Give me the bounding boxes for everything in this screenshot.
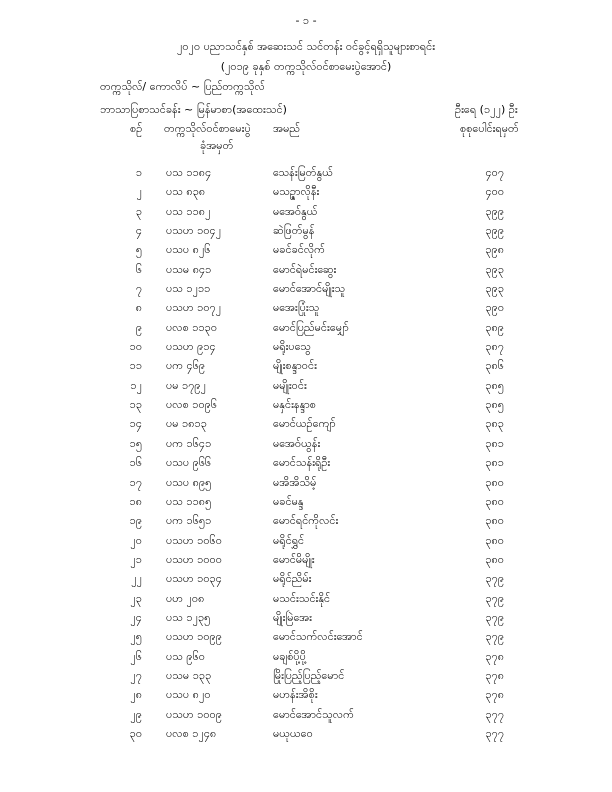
table-row	[0, 163, 612, 182]
total-mark: ၃၈၀	[485, 494, 504, 508]
total-mark: ၃၈၅	[485, 378, 504, 392]
student-name: မရိုင်ညိမ်း	[273, 572, 312, 586]
total-mark: ၃၇၉	[485, 630, 504, 644]
roll-number: ပသပ ၈၉၅	[166, 475, 212, 489]
row-number: ၁၃	[129, 398, 142, 412]
roll-number: ပသဟ ၁၀၀၉	[166, 707, 222, 721]
total-mark: ၃၈၁	[485, 456, 504, 470]
student-name: မောင်သန်းရိုဦး	[273, 456, 331, 470]
table-row	[0, 298, 612, 317]
university-label: တက္ကသိုလ်/ ကောလိပ် ~ ပြည်တက္ကသိုလ်	[100, 80, 265, 93]
student-name: မအေးပြုံးသူ	[273, 301, 320, 315]
total-mark: ၃၇၈	[485, 649, 504, 663]
row-number: ၁၁	[129, 359, 142, 373]
total-mark: ၃၈၀	[485, 475, 504, 489]
row-number: ၅	[135, 243, 142, 257]
roll-number: ပသဟ ၁၀၀၀	[166, 552, 222, 566]
row-number: ၆	[135, 262, 142, 276]
row-number: ၁၆	[129, 456, 142, 470]
table-row	[0, 337, 612, 356]
table-row	[0, 724, 612, 743]
roll-number: ပက ၁၆၄၁	[166, 436, 212, 450]
roll-number: ပသဟ ၁၀၇၂	[166, 301, 222, 315]
roll-number: ပသဟ ၉၁၄	[166, 340, 216, 354]
total-mark: ၃၇၈	[485, 668, 504, 682]
total-mark: ၃၉၉	[485, 224, 504, 238]
roll-number: ပလစ ၁၀၉၆	[166, 398, 218, 412]
row-number: ၂၄	[130, 610, 142, 624]
column-header-no: စဉ်	[130, 122, 143, 135]
row-number: ၁၀	[129, 340, 142, 354]
total-mark: ၃၉၃	[485, 282, 504, 296]
roll-number: ပသ ၁၁၈၅	[166, 494, 212, 508]
row-number: ၂၀	[130, 533, 142, 547]
student-name: မောင်မိမျိုး	[273, 552, 315, 566]
student-name: မသဥ္ဇာလိုနီး	[273, 185, 320, 199]
roll-number: ပမ ၁၇၉၂	[166, 378, 207, 392]
total-mark: ၃၈၀	[485, 533, 504, 547]
roll-number: ပသပ ၉၆၆	[166, 456, 212, 470]
roll-number: ပလစ ၁၁၃၀	[166, 320, 218, 334]
table-row	[0, 511, 612, 530]
roll-number: ပက ၁၆၅၁	[166, 514, 212, 528]
student-name: မျိုးမြဲအေး	[273, 610, 312, 624]
student-name: မချစ်ပို့ပို့	[273, 649, 306, 663]
row-number: ၁၉	[129, 514, 142, 528]
row-number: ၂၅	[130, 630, 142, 644]
document-subtitle: (၂၀၁၉ ခုနှစ် တက္ကသိုလ်ဝင်စာမေးပွဲအောင်)	[220, 60, 392, 73]
table-row	[0, 473, 612, 492]
total-mark: ၃၇၈	[485, 688, 504, 702]
table-row	[0, 569, 612, 588]
column-header-roll-number: ခုံအမှတ်	[200, 139, 234, 152]
student-name: မသင်းသင်းနိုင်	[273, 591, 331, 605]
roll-number: ပသ ၁၁၈၄	[166, 166, 212, 179]
roll-number: ပသပ ၈၂၆	[166, 243, 211, 257]
row-number: ၇	[135, 282, 142, 296]
table-row	[0, 453, 612, 472]
student-name: မမျိုးဝင်း	[273, 378, 307, 392]
roll-number: ပသ ၁၂၃၅	[166, 610, 211, 624]
row-number: ၂၈	[130, 688, 142, 702]
table-row	[0, 589, 612, 608]
row-number: ၂၂	[131, 572, 142, 586]
row-number: ၁	[135, 166, 142, 179]
table-row	[0, 550, 612, 569]
student-name: မရိုးပသွေ	[273, 340, 311, 354]
roll-number: ပသမ ၁၃၃	[166, 668, 212, 682]
student-name: သေန်းမြတ်နွယ်	[273, 166, 333, 179]
student-name: မောင်ရင်ကိုလင်း	[273, 514, 339, 528]
row-number: ၁၄	[129, 417, 142, 431]
column-header-roll: တက္ကသိုလ်ဝင်စာမေးပွဲ	[164, 122, 251, 135]
total-mark: ၃၇၉	[485, 610, 504, 624]
roll-number: ပမ ၁၈၁၃	[166, 417, 207, 431]
row-number: ၈	[135, 301, 142, 315]
student-name: မဟန်းအိစိုး	[273, 688, 318, 702]
table-row	[0, 414, 612, 433]
student-name: မျိုးစန္ဒာဝင်း	[273, 359, 317, 373]
row-number: ၂၆	[130, 649, 142, 663]
table-row	[0, 202, 612, 221]
table-row	[0, 279, 612, 298]
total-mark: ၄၀၀	[485, 185, 504, 199]
total-mark: ၄၀၇	[485, 166, 504, 179]
table-row	[0, 240, 612, 259]
student-name: မအေဝ်ယွန်း	[273, 436, 321, 450]
row-number: ၂၃	[130, 591, 142, 605]
table-row	[0, 260, 612, 279]
student-name: မောင်ယဉ်ကျော်	[273, 417, 336, 431]
roll-number: ပသ ၉၆၀	[166, 649, 205, 663]
roll-number: ပသဟ ၁၀၆၀	[166, 533, 222, 547]
row-number: ၂	[136, 185, 142, 199]
roll-number: ပဟ ၂၀၈	[166, 591, 205, 605]
row-number: ၁၂	[130, 378, 142, 392]
total-mark: ၃၈၅	[485, 398, 504, 412]
row-number: ၁၅	[129, 436, 142, 450]
table-row	[0, 182, 612, 201]
student-name: ဆဲဖြတ်မွန်	[273, 224, 315, 238]
student-name: မအေဝ်နွယ်	[273, 204, 318, 218]
subject-label: ဘာသာပြစာသင်ခန်း ~ မြန်မာစာ(အထေးသင်)	[100, 103, 287, 116]
total-mark: ၃၈၉	[485, 320, 504, 334]
row-number: ၂၁	[130, 552, 142, 566]
row-number: ၁၇	[129, 475, 142, 489]
row-number: ၄	[135, 224, 142, 238]
table-row	[0, 492, 612, 511]
student-name: မောင်အောင်သူလက်	[273, 707, 354, 721]
roll-number: ပသမ ၈၄၁	[166, 262, 212, 276]
total-mark: ၃၈၇	[485, 340, 504, 354]
roll-number: ပသ ၁၁၈၂	[166, 204, 211, 218]
row-number: ၂၉	[130, 707, 142, 721]
row-number: ၁၈	[129, 494, 142, 508]
document-title: ၂၀၂၀ ပညာသင်နှစ် အဆေးသင် သင်တန်း ဝင်ခွင့်ရရှိသူများစာရင်း	[176, 40, 436, 53]
student-name: မောင်အောင်မျိုးသူ	[273, 282, 346, 296]
student-name: မခင်မန္ဒ	[273, 494, 304, 508]
row-number: ၃၀	[129, 726, 142, 740]
roll-number: ပသ ၈၃၈	[166, 185, 206, 199]
student-name: မယုယဝေ	[273, 726, 313, 740]
table-row	[0, 685, 612, 704]
roll-number: ပသဟ ၁၀၄၂	[166, 224, 222, 238]
total-mark: ၃၉၃	[485, 262, 504, 276]
student-name: မောင်ရဲမင်းဆွေး	[273, 262, 337, 276]
table-row	[0, 608, 612, 627]
total-mark: ၃၇၉	[485, 591, 504, 605]
total-mark: ၃၇၇	[485, 707, 504, 721]
student-name: မခင်ခင်လိုက်	[273, 243, 325, 257]
column-header-name: အမည်	[273, 122, 301, 135]
table-row	[0, 705, 612, 724]
student-name: မအိအိသိမ့်	[273, 475, 317, 489]
roll-number: ပလစ ၁၂၄၈	[166, 726, 217, 740]
table-row	[0, 666, 612, 685]
page-number: - ၁ -	[295, 14, 317, 27]
total-mark: ၃၈၁	[485, 436, 504, 450]
total-mark: ၃၉၈	[485, 243, 504, 257]
table-row	[0, 531, 612, 550]
student-name: မြိုးပြည့်ပြည့်မောင်	[273, 668, 345, 682]
table-row	[0, 647, 612, 666]
table-row	[0, 434, 612, 453]
roll-number: ပသဟ ၁၀၃၄	[166, 572, 222, 586]
results-table	[0, 163, 612, 743]
table-row	[0, 318, 612, 337]
column-header-mark: စုစုပေါင်းရမှတ်	[460, 122, 519, 135]
total-mark: ၃၇၇	[485, 726, 504, 740]
total-mark: ၃၇၉	[485, 572, 504, 586]
student-name: မောင်ပြည်မင်းမျှော်	[273, 320, 349, 334]
table-row	[0, 376, 612, 395]
row-number: ၃	[135, 204, 142, 218]
student-name: မနှင်းနန္ဒာစ	[273, 398, 316, 412]
total-count: ဦးရေ (၁၂၂) ဦး	[455, 103, 518, 116]
table-row	[0, 395, 612, 414]
total-mark: ၃၈၃	[485, 417, 504, 431]
row-number: ၉	[135, 320, 142, 334]
student-name: မရိုင်ရွှင်	[273, 533, 305, 547]
total-mark: ၃၈၀	[485, 552, 504, 566]
student-name: မောင်သက်လင်းအောင်	[273, 630, 363, 644]
roll-number: ပသဟ ၁၀၉၉	[166, 630, 222, 644]
roll-number: ပသပ ၈၂၀	[166, 688, 211, 702]
table-row	[0, 356, 612, 375]
total-mark: ၃၈၆	[485, 359, 504, 373]
table-row	[0, 627, 612, 646]
total-mark: ၃၉၉	[485, 204, 504, 218]
roll-number: ပသ ၁၂၁၁	[166, 282, 211, 296]
total-mark: ၃၈၀	[485, 514, 504, 528]
row-number: ၂၇	[130, 668, 142, 682]
roll-number: ပက ၄၆၉	[166, 359, 206, 373]
total-mark: ၃၉၀	[485, 301, 504, 315]
table-row	[0, 221, 612, 240]
